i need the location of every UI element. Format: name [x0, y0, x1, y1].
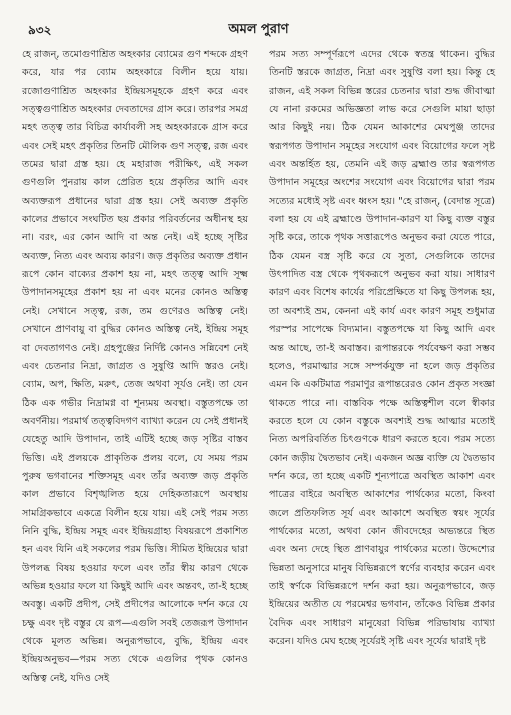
- left-column: [22, 46, 248, 688]
- left-column-text: হে রাজন্, তমোগুণাশ্রিত অহংকার ব্যোমের গুণ শব্দকে গ্রহণ করে, যার পর ব্যোম অহংকারে বিলীন হয়ে যায়। রজোগুণাশ্রিত অহংকার ইন্দ্রিয়সমূহকে গ্রহণ করে এবং সত্ত্বগুণাশ্রিত অহংকার দেবতাদের গ্রাস করে। তারপর সমগ্র মহৎ তত্ত্ব তার বিচিত্র কার্যাবলী সহ অহংকারকে গ্রাস করে এবং সেই মহৎ প্রকৃতির তিনটি মৌলিক গুণ সত্ত্ব, রজ এবং তমের দ্বারা গ্রস্ত হয়। হে মহারাজ পরীক্ষিৎ, এই সকল গুণগুলি পুনরায় কাল প্রেরিত হয়ে প্রকৃতির আদি এবং অব্যক্তরূপ প্রধানের দ্বারা গ্রস্ত হয়। সেই অব্যক্ত প্রকৃতি কালের প্রভাবে সংঘটিত ছয় প্রকার পরিবর্তনের অধীনস্থ হয় না। বরং, এর কোন আদি বা অন্ত নেই। এই হচ্ছে সৃষ্টির অব্যক্ত, নিত্য এবং অব্যয় কারণ। জড় প্রকৃতির অব্যক্ত প্রধান রূপে কোন বাক্যের প্রকাশ হয় না, মহৎ তত্ত্ব আদি সূক্ষ্ম উপাদানসমূহের প্রকাশ হয় না এবং মনের কোনও অস্তিত্ব নেই। সেখানে সত্ত্ব, রজ, তম গুণেরও অস্তিত্ব নেই। সেখানে প্রাণবায়ু বা বুদ্ধির কোনও অস্তিত্ব নেই, ইন্দ্রিয় সমূহ বা দেবতাগণও নেই। গ্রহপুঞ্জের নির্দিষ্ট কোনও সন্নিবেশ নেই এবং চেতনার নিদ্রা, জাগ্রত ও সুষুপ্তি আদি স্তরও নেই। ব্যোম, অপ, ক্ষিতি, মরুৎ, তেজ অথবা সূর্যও নেই। তা যেন ঠিক এক গভীর নিদ্রামগ্ন বা শূন্যময় অবস্থা। বস্তুতপক্ষে তা অবর্ণনীয়। পরমার্থ তত্ত্ববিদগণ ব্যাখ্যা করেন যে সেই প্রধানই যেহেতু আদি উপাদান, তাই এটিই হচ্ছে জড় সৃষ্টির বাস্তব ভিত্তি। এই প্রলয়কে প্রাকৃতিক প্রলয় বলে, যে সময় পরম পুরুষ ভগবানের শক্তিসমূহ এবং তাঁর অব্যক্ত জড় প্রকৃতি কাল প্রভাবে বিশৃঙ্খলিত হয়ে দেহিকতারূপে অবস্থায় সামগ্রিকভাবে একত্রে বিলীন হয়ে যায়। এই সেই পরম সত্য নিনি বুদ্ধি, ইন্দ্রিয় সমূহ এবং ইন্দ্রিয়গ্রাহ্য বিষয়রূপে প্রকাশিত হন এবং যিনি এই সকলের পরম ভিত্তি। সীমিত ইন্দ্রিয়ের দ্বারা উপলব্ধ বিষয় হওয়ার ফলে এবং তাঁর স্বীয় কারণ থেকে অভিন্ন হওয়ার ফলে যা কিছুই আদি এবং অন্তবৎ, তা-ই হচ্ছে অবস্তু। একটি প্রদীপ, সেই প্রদীপের আলোকে দর্শন করে যে চক্ষু এবং দৃষ্ট বস্তুর যে রূপ—এগুলি সবই তেজরূপ উপাদান থেকে মূলত অভিন্ন। অনুরূপভাবে, বুদ্ধি, ইন্দ্রিয় এবং ইন্দ্রিয়অনুভব—পরম সত্য থেকে এগুলির পৃথক কোনও অস্তিত্ব নেই, যদিও সেই: [22, 49, 248, 684]
- right-column-text: পরম সত্য সম্পূর্ণরূপে এদের থেকে স্বতন্ত্র থাকেন। বুদ্ধির তিনটি স্তরকে জাগ্রত, নিদ্রা এবং সুষুপ্তি বলা হয়। কিন্তু হে রাজন, এই সকল বিভিন্ন স্তরের চেতনার দ্বারা শুদ্ধ জীবাত্মা যে নানা রকমের অভিজ্ঞতা লাভ করে সেগুলি মায়া ছাড়া আর কিছুই নয়। ঠিক যেমন আকাশের মেঘপুঞ্জ তাদের স্বরূপগত উপাদান সমূহের সংযোগ এবং বিয়োগের ফলে সৃষ্ট এবং অন্তর্হিত হয়, তেমনি এই জড় ব্রহ্মাণ্ড তার স্বরূপগত উপাদান সমূহের অংশের সংযোগ এবং বিয়োগের দ্বারা পরম সত্যের মধ্যেই সৃষ্ট এবং ধ্বংস হয়। "হে রাজন্, (বেদান্ত সূত্রে) বলা হয় যে এই ব্রহ্মাণ্ডে উপাদান-কারণ যা কিছু ব্যক্ত বস্তুর সৃষ্টি করে, তাকে পৃথক সত্তারূপেও অনুভব করা যেতে পারে, ঠিক যেমন বস্ত্র সৃষ্টি করে যে সুতা, সেগুলিকে তাদের উৎপাদিত বস্ত্র থেকে পৃথকরূপে অনুভব করা যায়। সাধারণ কারণ এবং বিশেষ কার্যের পরিপ্রেক্ষিতে যা কিছু উপলব্ধ হয়, তা অবশ্যই ভ্রম, কেননা এই কার্য এবং কারণ সমূহ শুধুমাত্র পরস্পর সাপেক্ষে বিদ্যমান। বস্তুতপক্ষে যা কিছু আদি এবং অন্ত আছে, তা-ই অবাস্তব। রূপান্তরকে পর্যবেক্ষণ করা সম্ভব হলেও, পরমাত্মার সঙ্গে সম্পর্কযুক্ত না হলে জড় প্রকৃতির এমন কি একটিমাত্র পরমাণুর রূপান্তরেরও কোন প্রকৃত সংজ্ঞা থাকতে পারে না। বাস্তবিক পক্ষে অস্তিত্বশীল বলে স্বীকার করতে হলে যে কোন বস্তুকে অবশ্যই শুদ্ধ আত্মার মতোই নিত্য অপরিবর্তিত চিৎগুণকে ধারণ করতে হবে। পরম সত্যে কোন জড়ীয় দ্বৈতভাব নেই। একজন অজ্ঞ ব্যক্তি যে দ্বৈতভাব দর্শন করে, তা হচ্ছে একটি শূন্যপাত্রে অবস্থিত আকাশ এবং পাত্রের বাইরে অবস্থিত আকাশের পার্থক্যের মতো, কিংবা জলে প্রতিফলিত সূর্য এবং আকাশে অবস্থিত স্বয়ং সূর্যের পার্থক্যের মতো, অথবা কোন জীবদেহের অভ্যন্তরে স্থিত এবং অন্য দেহে স্থিত প্রাণবায়ুর পার্থক্যের মতো। উদ্দেশ্যের ভিন্নতা অনুসারে মানুষ বিভিন্নরূপে স্বর্ণের ব্যবহার করেন এবং তাই স্বর্ণকে বিভিন্নরূপে দর্শন করা হয়। অনুরূপভাবে, জড় ইন্দ্রিয়ের অতীত যে পরমেশ্বর ভগবান, তাঁকেও বিভিন্ন প্রকার বৈদিক এবং সাধারণ মানুষেরা বিভিন্ন পরিভাষায় ব্যাখ্যা করেন। যদিও মেঘ হচ্ছে সূর্যেরই সৃষ্টি এবং সূর্যের দ্বারাই দৃষ্ট: [269, 49, 495, 647]
- page-number: ৯৩২: [28, 23, 52, 37]
- running-head: [22, 14, 495, 44]
- right-column: [269, 46, 495, 688]
- page-title: অমল পুরাণ: [228, 22, 289, 37]
- text-columns: [22, 46, 495, 688]
